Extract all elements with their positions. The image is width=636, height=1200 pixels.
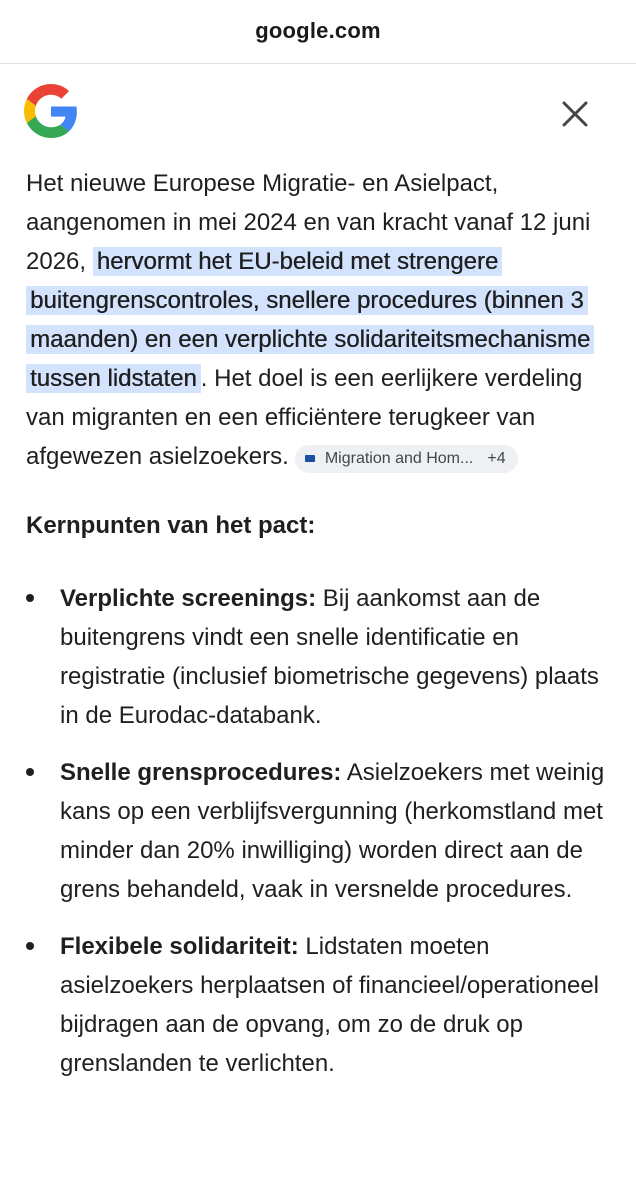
- bullet-icon: [26, 768, 34, 776]
- point-title: Snelle grensprocedures:: [60, 759, 342, 786]
- url-bar[interactable]: [0, 0, 636, 64]
- list-item: [26, 927, 616, 1083]
- point-text: Bij aankomst aan de buitengrens vindt een snelle identificatie en registratie (inclusief biometrische gegevens) plaats in de Eurodac-databank.: [60, 585, 599, 729]
- ai-overview: [26, 164, 616, 1101]
- bullet-icon: [26, 942, 34, 950]
- source-favicon-icon: [305, 455, 315, 462]
- bullet-icon: [26, 594, 34, 602]
- close-button[interactable]: [553, 92, 597, 136]
- list-item: [26, 579, 616, 735]
- key-points-list: [26, 579, 616, 1083]
- source-chip[interactable]: [295, 445, 518, 473]
- google-g-icon: [24, 84, 78, 138]
- point-title: Verplichte screenings:: [60, 585, 317, 612]
- url-domain[interactable]: google.com: [255, 17, 381, 43]
- list-item: [26, 753, 616, 909]
- point-text: Lidstaten moeten asielzoekers herplaatsen of financieel/operationeel bijdragen aan de opvang, om zo de druk op grenslanden te verlichten.: [60, 933, 600, 1077]
- point-title: Flexibele solidariteit:: [60, 933, 299, 960]
- highlighted-summary: hervormt het EU-beleid met strengere buitengrenscontroles, snellere procedures (binnen 3 maanden) en een verplichte solidariteitsmechanisme tussen lidstaten: [26, 247, 594, 393]
- overview-intro: Het nieuwe Europese Migratie- en Asielpact, aangenomen in mei 2024 en van kracht vanaf 12 juni 2026,: [26, 170, 591, 275]
- section-title: Kernpunten van het pact:: [26, 512, 316, 539]
- source-chip-more: +4: [487, 450, 506, 467]
- source-chip-label: Migration and Hom...: [324, 450, 474, 467]
- overview-outro: . Het doel is een eerlijkere verdeling van migranten en een efficiëntere terugkeer van afgewezen asielzoekers.: [26, 365, 583, 470]
- overview-paragraph: [26, 164, 616, 476]
- point-text: Asielzoekers met weinig kans op een verblijfsvergunning (herkomstland met minder dan 20% inwilliging) worden direct aan de grens behandeld, vaak in versnelde procedures.: [60, 759, 605, 903]
- close-icon: [561, 100, 589, 128]
